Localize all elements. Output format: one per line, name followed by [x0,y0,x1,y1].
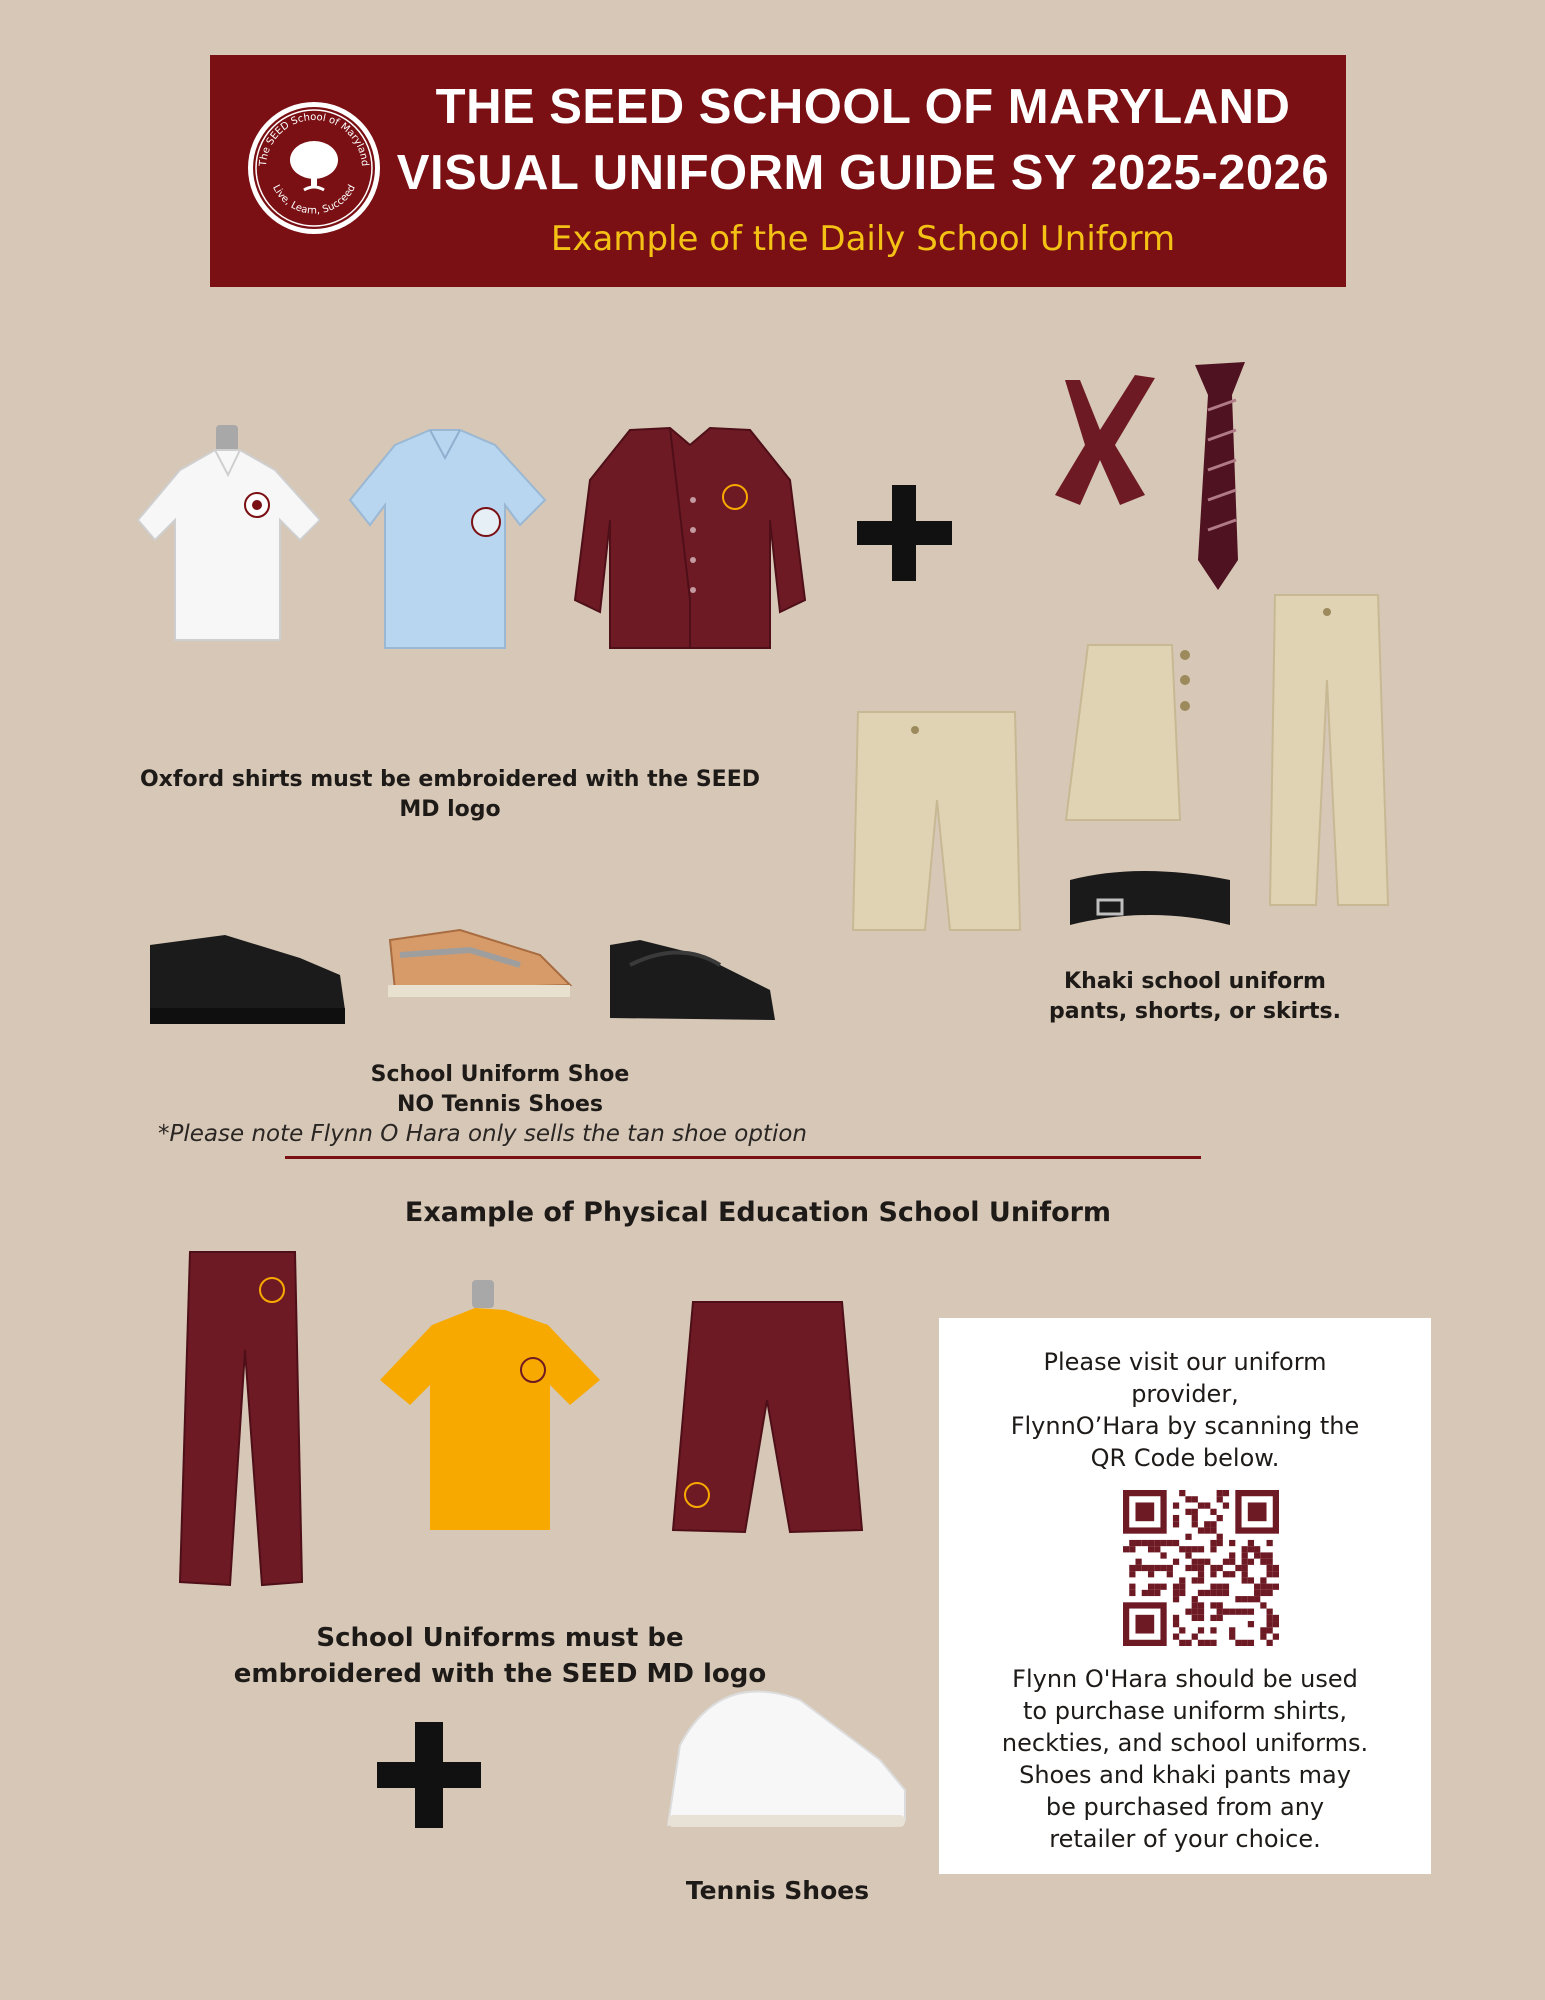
pe-caption-line-1: School Uniforms must be [316,1623,684,1653]
logo-text-top: The SEED School of Maryland [257,111,371,167]
provider-intro [979,1346,1391,1474]
title-line-1: THE SEED SCHOOL OF MARYLAND [435,80,1291,134]
oxford-shirt-caption-line-2: MD logo [399,797,501,822]
khaki-caption-line-1: Khaki school uniform [1064,969,1326,994]
provider-info-line: to purchase uniform shirts, [1023,1697,1347,1725]
provider-info-line: be purchased from any [1045,1793,1325,1821]
shoe-caption-line-1: School Uniform Shoe [370,1062,630,1087]
qr-finder-pattern [1126,1605,1163,1642]
provider-intro-line: QR Code below. [1090,1444,1280,1472]
provider-info [979,1663,1391,1855]
provider-intro-line: FlynnO’Hara by scanning the [1010,1412,1360,1440]
maroon-sweatpants-image [180,1252,302,1585]
maroon-gym-shorts-image [673,1302,862,1532]
pe-title: Example of Physical Education School Uniform [404,1197,1112,1228]
provider-info-line: retailer of your choice. [1049,1825,1321,1853]
qr-finder-pattern [1126,1493,1163,1530]
provider-intro-line: provider, [1131,1380,1239,1408]
qr-code[interactable] [1123,1490,1279,1646]
pe-caption-line-2: embroidered with the SEED MD logo [233,1659,767,1689]
plus-icon [377,1722,481,1828]
gold-tshirt-image [380,1280,600,1530]
provider-info-line: neckties, and school uniforms. [1001,1729,1369,1757]
provider-intro-line: Please visit our uniform [1043,1348,1327,1376]
shoe-caption-line-2: NO Tennis Shoes [396,1092,604,1117]
shoe-note: *Please note Flynn O Hara only sells the tan shoe option [158,1121,807,1147]
subtitle: Example of the Daily School Uniform [550,219,1176,259]
khaki-caption-line-2: pants, shorts, or skirts. [1049,999,1341,1024]
title-line-2: VISUAL UNIFORM GUIDE SY 2025-2026 [396,146,1330,200]
oxford-shirt-caption-line-1: Oxford shirts must be embroidered with the SEED [139,767,760,792]
white-tennis-shoe-image [668,1691,905,1827]
provider-info-line: Flynn O'Hara should be used [1012,1665,1358,1693]
qr-finder-pattern [1238,1493,1275,1530]
uniform-provider-card [939,1318,1431,1874]
logo-text-bottom: Live, Learn, Succeed [270,183,358,217]
tennis-shoe-caption: Tennis Shoes [685,1876,870,1905]
pe-caption [200,1620,800,1692]
provider-info-line: Shoes and khaki pants may [1019,1761,1351,1789]
